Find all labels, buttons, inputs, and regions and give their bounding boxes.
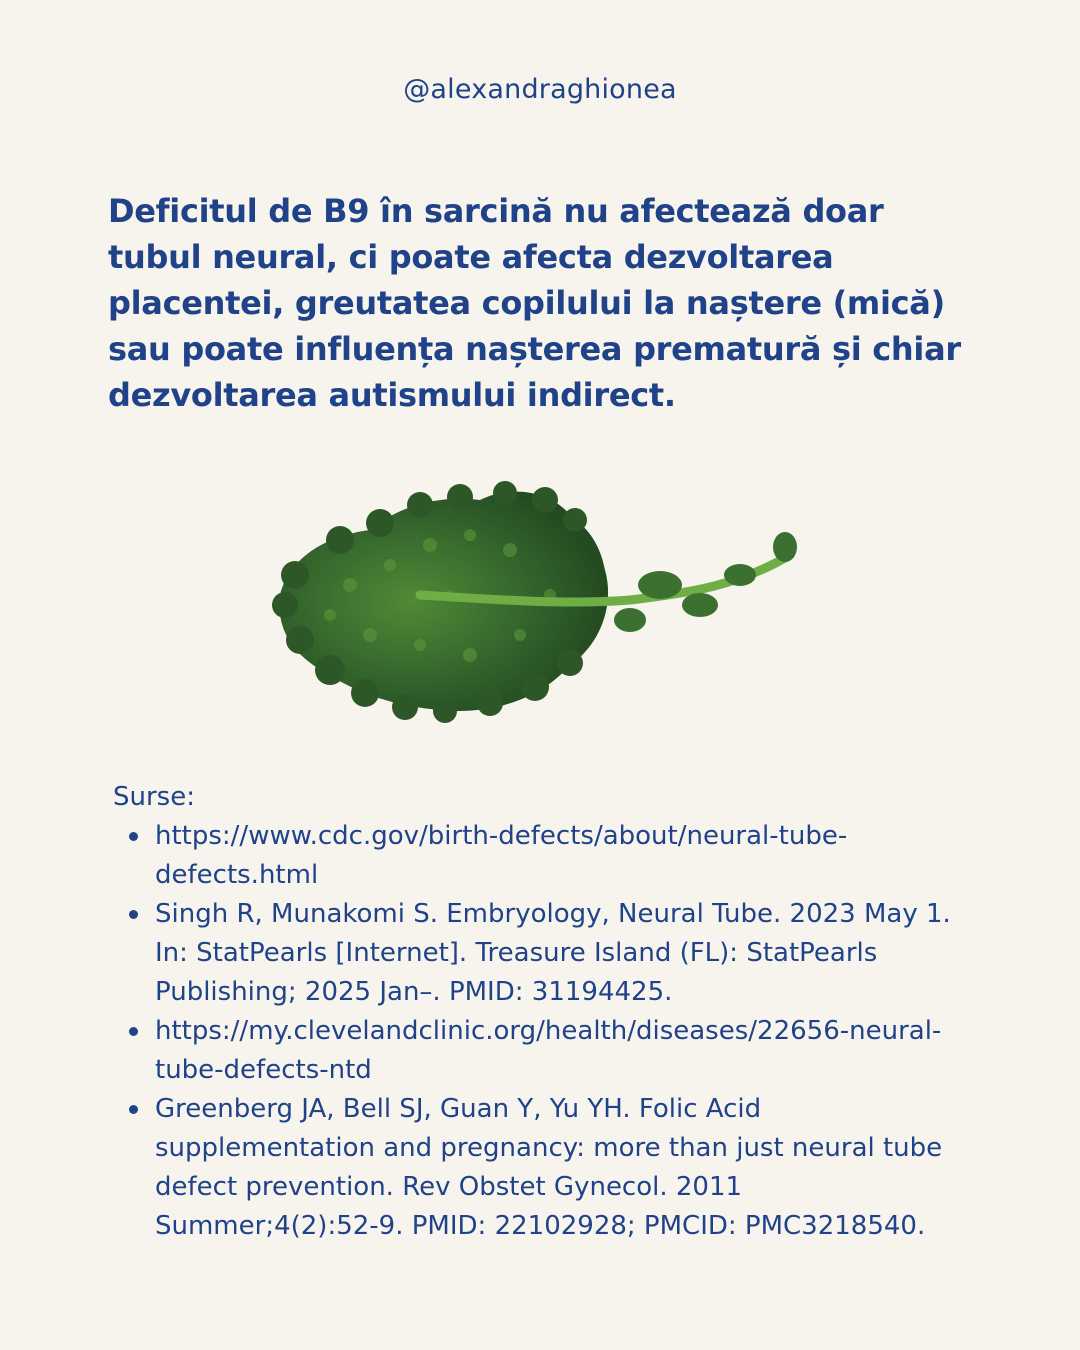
sources-list bbox=[113, 817, 973, 1246]
source-item-greenberg: Greenberg JA, Bell SJ, Guan Y, Yu YH. Folic Acid supplementation and pregnancy: more than just neural tube defect prevention. Rev Obstet Gynecol. 2011 Summer;4(2):52-9. PMID: 22102928; PMCID: PMC3218540. bbox=[155, 1090, 973, 1246]
sources-title: Surse: bbox=[113, 782, 195, 812]
sources-section bbox=[113, 778, 973, 1246]
source-item-cdc[interactable]: https://www.cdc.gov/birth-defects/about/neural-tube-defects.html bbox=[155, 817, 973, 895]
kale-leaf-icon bbox=[270, 475, 810, 725]
source-item-statpearls: Singh R, Munakomi S. Embryology, Neural Tube. 2023 May 1. In: StatPearls [Internet]. Treasure Island (FL): StatPearls Publishing; 2025 Jan–. PMID: 31194425. bbox=[155, 895, 973, 1012]
main-paragraph: Deficitul de B9 în sarcină nu afectează doar tubul neural, ci poate afecta dezvoltarea placentei, greutatea copilului la naștere (mică) sau poate influența nașterea prematură și chiar dezvoltarea autismului indirect. bbox=[108, 192, 961, 414]
author-handle: @alexandraghionea bbox=[403, 74, 677, 105]
source-item-clevelandclinic[interactable]: https://my.clevelandclinic.org/health/diseases/22656-neural-tube-defects-ntd bbox=[155, 1012, 973, 1090]
